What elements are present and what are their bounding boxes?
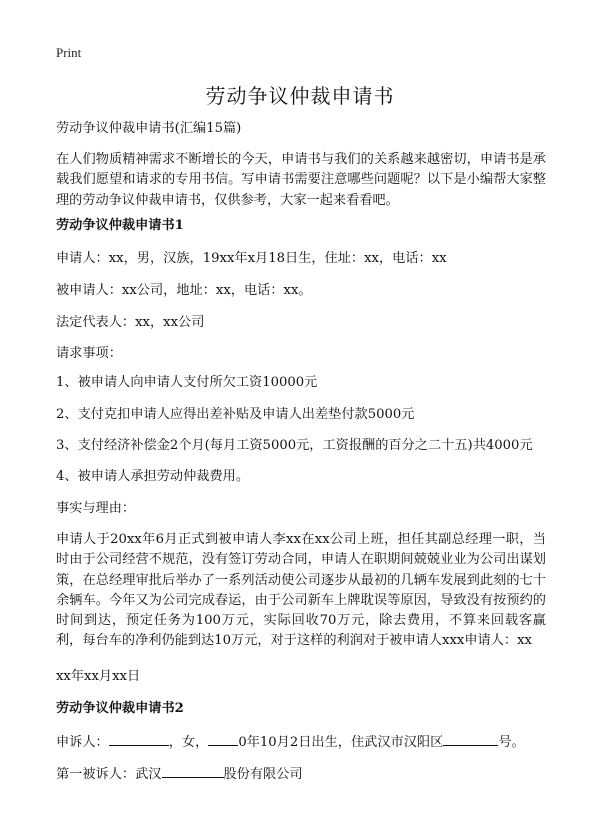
blank-field [208,731,238,746]
complainant-line [56,731,525,753]
claim-item: 4、被申请人承担劳动仲裁费用。 [56,469,250,484]
document-date: xx年xx月xx日 [56,669,141,684]
claim-item: 2、支付克扣申请人应得出差补贴及申请人出差垫付款5000元 [56,407,415,422]
first-respondent-prefix: 第一被诉人：武汉 [56,767,162,782]
print-link[interactable]: Print [56,45,82,60]
applicant-line: 申请人：xx，男，汉族，19xx年x月18日生，住址：xx，电话：xx [56,251,447,266]
complainant-suffix: 号。 [498,735,525,750]
blank-field [109,731,169,746]
claims-label: 请求事项： [56,346,122,361]
claim-item: 1、被申请人向申请人支付所欠工资10000元 [56,375,318,390]
respondent-line: 被申请人：xx公司，地址：xx，电话：xx。 [56,283,312,298]
complainant-prefix: 申诉人： [56,735,109,750]
intro-paragraph: 在人们物质精神需求不断增长的今天，申请书与我们的关系越来越密切，申请书是承载我们愿望和请求的专用书信。写申请书需要注意哪些问题呢？以下是小编帮大家整理的劳动争议仲裁申请书，仅供参考，大家一起来看看吧。 [56,152,546,208]
facts-label: 事实与理由： [56,501,136,516]
first-respondent-suffix: 股份有限公司 [223,767,303,782]
blank-field [443,731,498,746]
section-2-heading: 劳动争议仲裁申请书2 [56,701,184,716]
complainant-mid1: ，女， [168,735,209,750]
claim-item: 3、支付经济补偿金2个月(每月工资5000元，工资报酬的百分之二十五)共4000元 [56,438,533,453]
document-subtitle: 劳动争议仲裁申请书(汇编15篇) [56,121,242,136]
blank-field [162,763,224,778]
first-respondent-line [56,763,303,785]
page-title: 劳动争议仲裁申请书 [205,84,395,108]
complainant-mid2: 0年10月2日出生，住武汉市汉阳区 [238,735,444,750]
legal-rep-line: 法定代表人：xx，xx公司 [56,315,205,330]
section-1-heading: 劳动争议仲裁申请书1 [56,218,184,233]
facts-paragraph: 申请人于20xx年6月正式到被申请人李xx在xx公司上班，担任其副总经理一职，当时由于公司经营不规范，没有签订劳动合同，申请人在职期间兢兢业业为公司出谋划策，在总经理审批后举办了一系列活动使公司逐步从最初的几辆车发展到此刻的七十余辆车。今年又为公司完成春运，由于公司新车上牌耽误等原因，导致没有按预约的时间到达，预定任务为100万元，实际回收70万元，除去费用，不算来回载客赢利，每台车的净利仍能到达10万元，对于这样的利润对于被申请人xxx申请人：xx [56,532,546,649]
